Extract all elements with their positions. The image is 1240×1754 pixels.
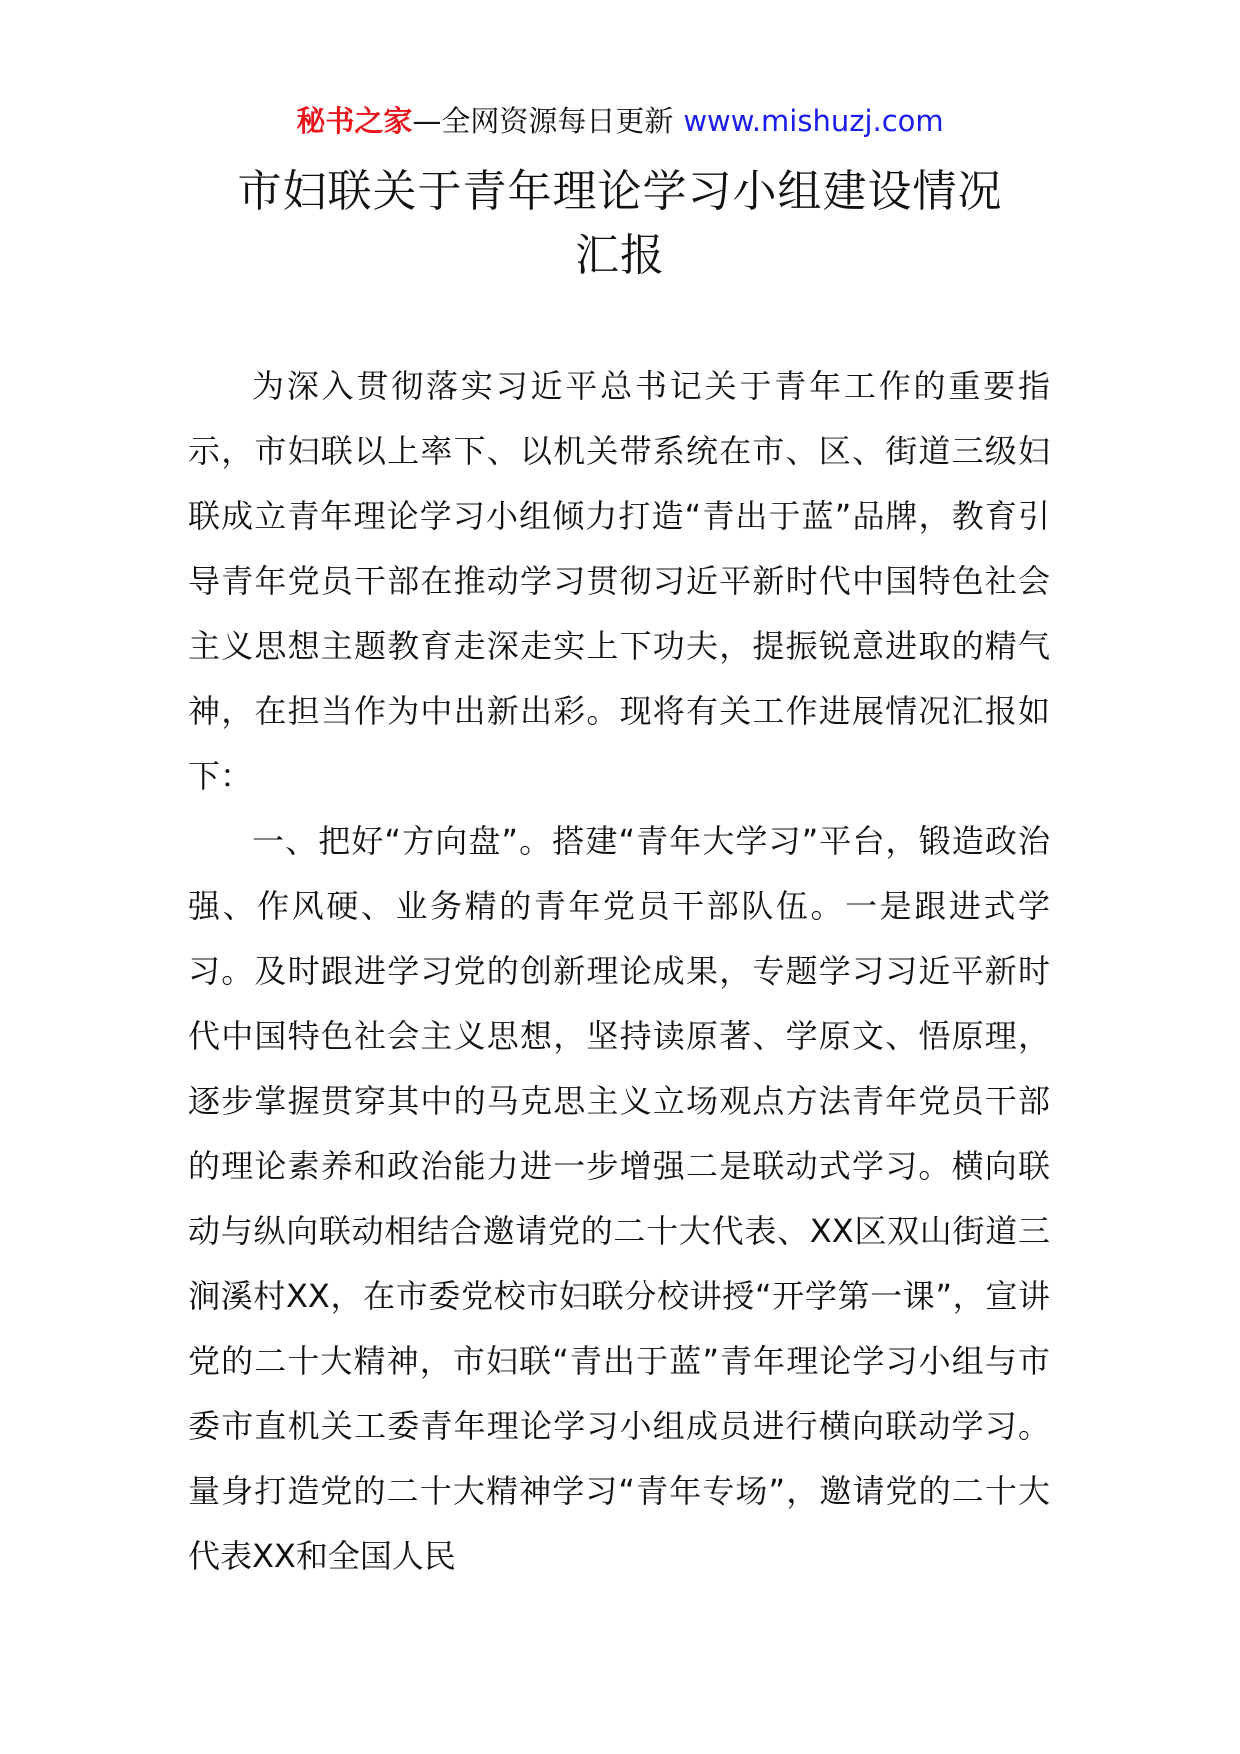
document-title-line-2: 汇报	[575, 230, 665, 281]
document-title	[0, 160, 1240, 288]
site-header	[0, 101, 1240, 141]
body-paragraph-2: 一、把好“方向盘”。搭建“青年大学习”平台，锻造政治强、作风硬、业务精的青年党员干部队伍。一是跟进式学习。及时跟进学习党的创新理论成果，专题学习习近平新时代中国特色社会主义思想，坚持读原著、学原文、悟原理，逐步掌握贯穿其中的马克思主义立场观点方法青年党员干部的理论素养和政治能力进一步增强二是联动式学习。横向联动与纵向联动相结合邀请党的二十大代表、XX区双山街道三涧溪村XX，在市委党校市妇联分校讲授“开学第一课”，宣讲党的二十大精神，市妇联“青出于蓝”青年理论学习小组与市委市直机关工委青年理论学习小组成员进行横向联动学习。量身打造党的二十大精神学习“青年专场”，邀请党的二十大代表XX和全国人民	[188, 822, 1050, 1575]
document-title-line-1: 市妇联关于青年理论学习小组建设情况	[237, 166, 1003, 217]
site-name: 秘书之家	[296, 104, 413, 138]
document-body	[188, 354, 1050, 1589]
site-url-link[interactable]: www.mishuzj.com	[683, 104, 944, 138]
body-paragraph-1: 为深入贯彻落实习近平总书记关于青年工作的重要指示，市妇联以上率下、以机关带系统在市、区、街道三级妇联成立青年理论学习小组倾力打造“青出于蓝”品牌，教育引导青年党员干部在推动学习贯彻习近平新时代中国特色社会主义思想主题教育走深走实上下功夫，提振锐意进取的精气神，在担当作为中出新出彩。现将有关工作进展情况汇报如下：	[188, 367, 1050, 795]
site-slogan: —全网资源每日更新	[412, 104, 674, 138]
